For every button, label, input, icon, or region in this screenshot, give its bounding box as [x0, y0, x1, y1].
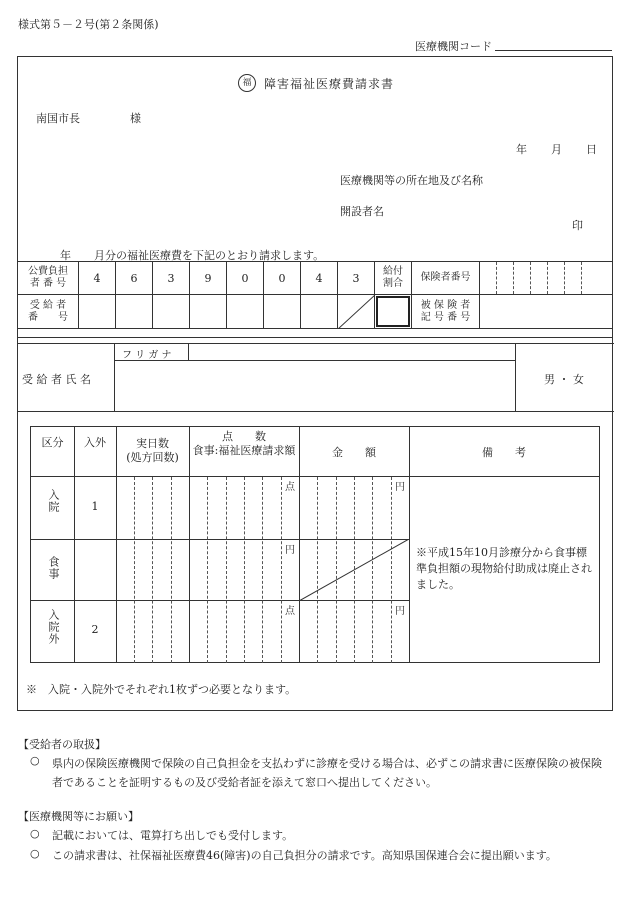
recipient-digit-void [338, 295, 375, 329]
header-points: 点 数 食事:福祉医療請求額 [192, 430, 296, 457]
recipient-digit[interactable] [227, 295, 264, 329]
row-category: 入院 [47, 489, 60, 513]
void-slash-icon [338, 295, 375, 329]
recipient-handling-heading: 【受給者の取扱】 [18, 738, 106, 751]
recipient-number-label: 受 給 者 番 号 [18, 295, 79, 329]
institution-request-heading: 【医療機関等にお願い】 [18, 810, 139, 823]
recipient-digit[interactable] [116, 295, 153, 329]
bullet-icon: ○ [30, 754, 40, 767]
row-code: 2 [91, 623, 99, 636]
row-category: 入院外 [47, 609, 60, 645]
recipient-name-section [18, 343, 614, 412]
payer-digit: 3 [153, 262, 190, 295]
insurer-number-field[interactable] [480, 262, 613, 295]
insured-number-field[interactable] [480, 295, 613, 329]
payer-digit: 9 [190, 262, 227, 295]
form-number: 様式第５－２号(第２条関係) [18, 18, 159, 31]
claim-form-frame [17, 56, 613, 711]
row-category: 食事 [47, 556, 60, 580]
divider [18, 337, 612, 338]
number-table [17, 261, 613, 329]
furigana-field[interactable] [189, 344, 515, 360]
founder-label: 開設者名 [340, 205, 384, 218]
header-amount: 金 額 [332, 446, 376, 459]
payer-number-label: 公費負担 者 番 号 [18, 262, 79, 295]
date-day: 日 [586, 143, 597, 156]
form-title: 障害福祉医療費請求書 [264, 77, 395, 91]
frame-note: ※ 入院・入院外でそれぞれ1枚ずつ必要となります。 [26, 683, 297, 696]
row-code: 1 [91, 500, 99, 513]
insured-number-label: 被 保 険 者 記 号 番 号 [412, 295, 480, 329]
recipient-digit[interactable] [264, 295, 301, 329]
stamp-label: 印 [572, 219, 583, 232]
gender-selector[interactable]: 男 ・ 女 [544, 373, 584, 386]
institution-request-item: 記載においては、電算打ち出しでも受付します。 [52, 829, 294, 842]
row-amount-unit: 円 [395, 482, 405, 493]
remarks-note: ※平成15年10月診療分から食事標準負担額の現物給付助成は廃止されました。 [416, 546, 592, 591]
row-points-unit: 円 [285, 545, 295, 556]
meal-amount-slash-icon [299, 539, 409, 601]
furigana-label: フ リ ガ ナ [122, 350, 172, 361]
benefit-ratio-label: 給付 割合 [375, 262, 412, 295]
date-year: 年 [516, 143, 527, 156]
header-in-out: 入外 [84, 436, 106, 449]
recipient-handling-item: 県内の保険医療機関で保険の自己負担金を支払わずに診療を受ける場合は、必ずこの請求書に医療保険の被保険者であることを証明するもの及び受給者証を添えて窓口へ提出してください。 [52, 757, 602, 789]
addressee-name: 南国市長 [36, 112, 80, 125]
row-points-unit: 点 [285, 606, 295, 617]
recipient-name-label: 受 給 者 氏 名 [22, 373, 91, 386]
row-points-unit: 点 [285, 482, 295, 493]
payer-digit: 3 [338, 262, 375, 295]
welfare-seal-icon: 福 [238, 74, 256, 92]
payer-digit: 0 [264, 262, 301, 295]
recipient-digit[interactable] [79, 295, 116, 329]
bullet-icon: ○ [30, 847, 40, 860]
header-category: 区分 [41, 436, 64, 449]
institution-code-label: 医療機関コード [415, 40, 492, 53]
benefit-ratio-field[interactable] [375, 295, 412, 329]
recipient-name-field[interactable] [115, 361, 515, 411]
recipient-digit[interactable] [153, 295, 190, 329]
claim-detail-table [30, 426, 600, 663]
insurer-number-label: 保険者番号 [412, 262, 480, 295]
payer-digit: 4 [79, 262, 116, 295]
recipient-digit[interactable] [190, 295, 227, 329]
bullet-icon: ○ [30, 827, 40, 840]
header-remarks: 備 考 [482, 446, 526, 459]
payer-digit: 6 [116, 262, 153, 295]
payer-digit: 4 [301, 262, 338, 295]
request-year: 年 [60, 249, 71, 262]
institution-code-field[interactable] [495, 50, 612, 51]
institution-request-item: この請求書は、社保福祉医療費46(障害)の自己負担分の請求です。高知県国保連合会に提出願います。 [52, 849, 557, 862]
payer-digit: 0 [227, 262, 264, 295]
row-amount-unit: 円 [395, 606, 405, 617]
date-month: 月 [551, 143, 562, 156]
addressee-honorific: 様 [130, 112, 141, 125]
header-days: 実日数 (処方回数) [126, 437, 179, 464]
request-statement: 月分の福祉医療費を下記のとおり請求します。 [94, 249, 325, 262]
institution-address-label: 医療機関等の所在地及び名称 [340, 174, 483, 187]
recipient-digit[interactable] [301, 295, 338, 329]
